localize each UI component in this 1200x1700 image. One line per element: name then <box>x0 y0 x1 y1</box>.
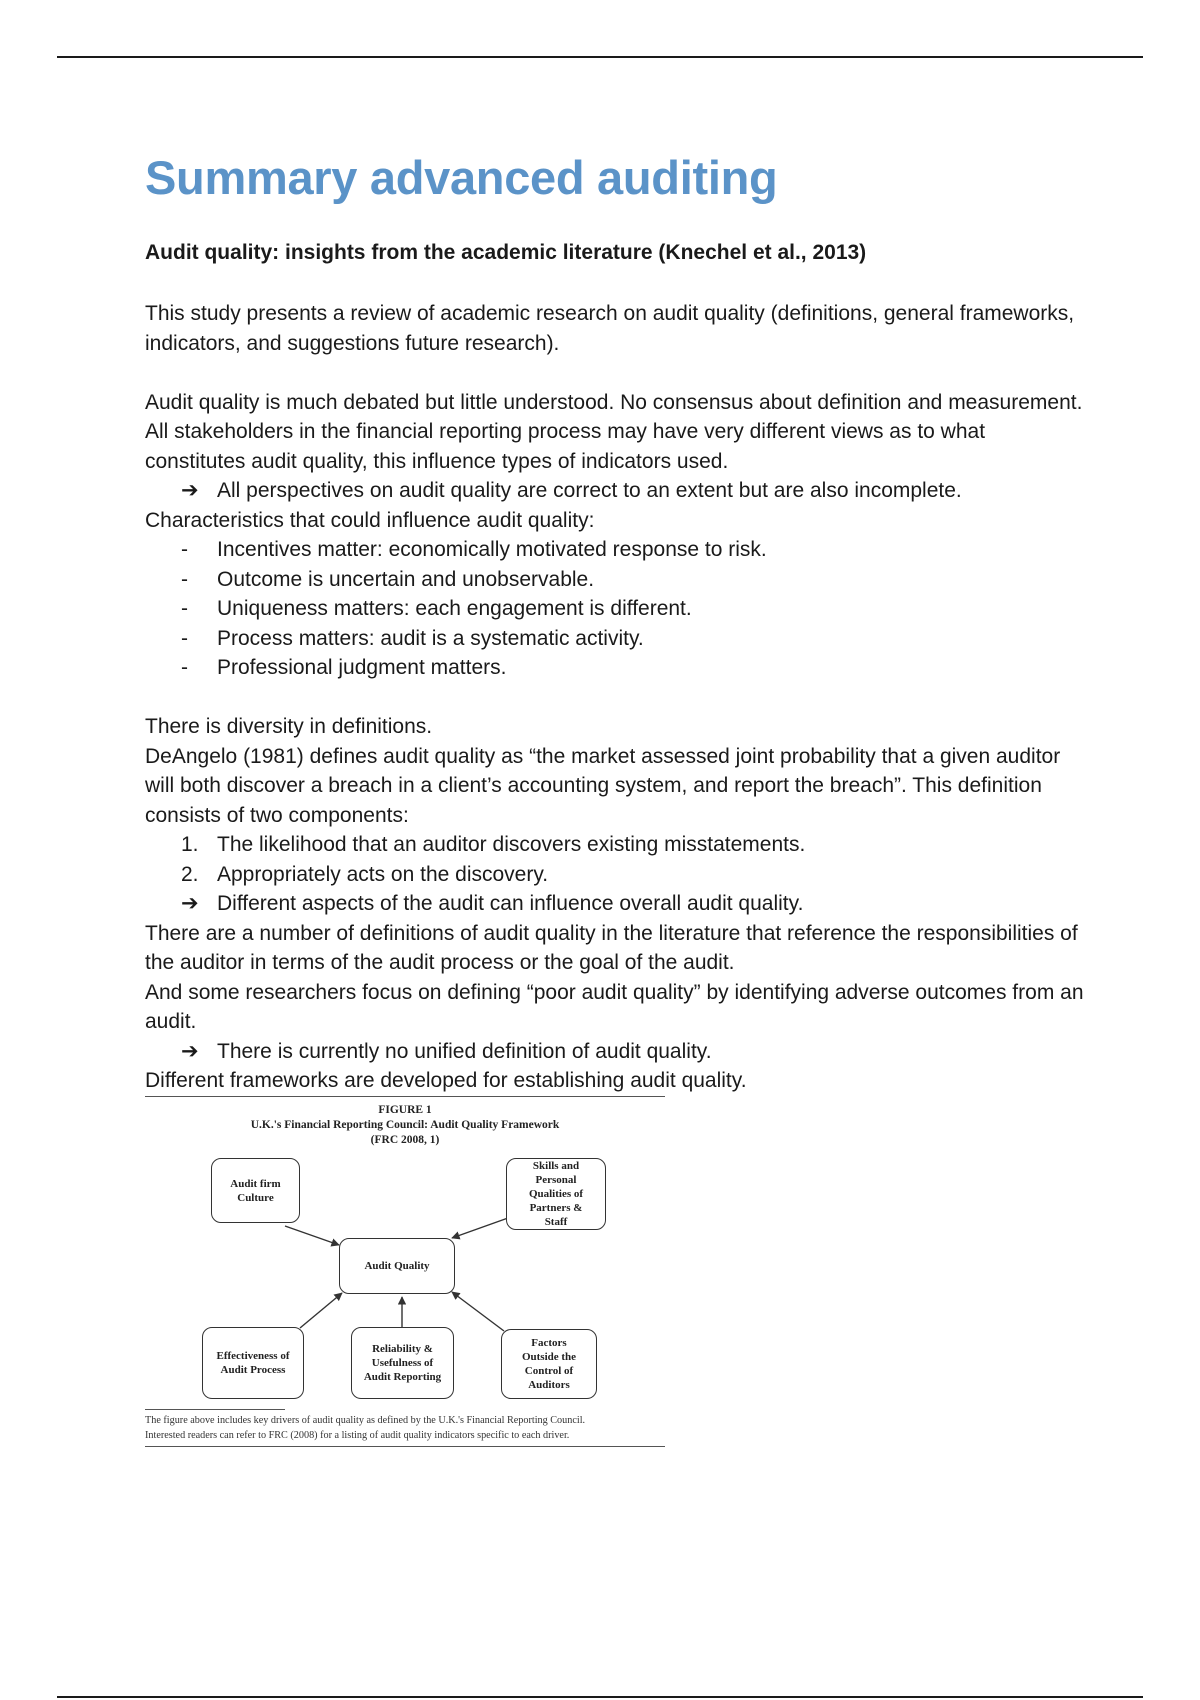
footer-rule <box>57 1696 1143 1698</box>
list-item-text: Uniqueness matters: each engagement is different. <box>217 597 692 620</box>
arrow-item-text: There is currently no unified definition of audit quality. <box>217 1039 712 1063</box>
driver-box-skills <box>506 1158 606 1230</box>
numbered-item-text: The likelihood that an auditor discovers existing misstatements. <box>217 833 806 856</box>
figure-caption-line-2: Interested readers can refer to FRC (2008) for a listing of audit quality indicators specific to each driver. <box>145 1430 570 1441</box>
dash-bullet: - <box>181 597 188 620</box>
arrow-item <box>145 889 1085 919</box>
dash-bullet: - <box>181 626 188 650</box>
arrow-icon: ➔ <box>181 1039 199 1063</box>
figure-caption-line-1: The figure above includes key drivers of audit quality as defined by the U.K.'s Financial Reporting Council. <box>145 1415 586 1426</box>
center-label: Audit Quality <box>364 1260 430 1272</box>
arrow-item-text: Different aspects of the audit can influence overall audit quality. <box>217 892 804 915</box>
diversity-line: There is diversity in definitions. <box>145 715 433 738</box>
driver-label: Audit firm Culture <box>230 1177 281 1204</box>
figure-title: U.K.'s Financial Reporting Council: Audit Quality Framework <box>250 1119 560 1131</box>
driver-box-effectiveness <box>202 1327 304 1399</box>
dash-bullet: - <box>181 567 188 591</box>
list-item-text: Process matters: audit is a systematic activity. <box>217 626 644 650</box>
dash-bullet: - <box>181 538 188 561</box>
list-item <box>145 653 1085 683</box>
framework-figure <box>145 1095 665 1450</box>
driver-label: Factors Outside the Control of Auditors <box>521 1337 577 1391</box>
figure-label: FIGURE 1 <box>378 1104 432 1116</box>
numbered-item <box>145 830 1085 860</box>
arrow-effectiveness-to-quality <box>300 1293 342 1328</box>
list-item-text: Outcome is uncertain and unobservable. <box>217 567 595 591</box>
dash-bullet: - <box>181 656 188 679</box>
header-rule <box>57 56 1143 58</box>
center-box-audit-quality <box>339 1238 455 1294</box>
driver-label: Skills and Personal Qualities of Partners & Staff <box>528 1160 584 1228</box>
arrow-item <box>145 476 1085 506</box>
driver-label: Effectiveness of Audit Process <box>216 1350 290 1376</box>
arrow-culture-to-quality <box>285 1226 339 1245</box>
figure-source: (FRC 2008, 1) <box>370 1134 440 1146</box>
driver-box-reliability <box>351 1327 454 1399</box>
list-item <box>145 624 1085 654</box>
list-item <box>145 535 1085 565</box>
driver-box-factors <box>501 1329 597 1399</box>
footnote-rule <box>145 1409 285 1410</box>
list-item <box>145 594 1085 624</box>
characteristics-intro: Characteristics that could influence audit quality: <box>145 508 595 532</box>
body-text <box>145 299 1085 1096</box>
numbered-item-text: Appropriately acts on the discovery. <box>217 862 549 886</box>
intro-paragraph: This study presents a review of academic research on audit quality (definitions, general frameworks, indicators, and suggestions future research). <box>145 302 1075 355</box>
driver-box-culture <box>211 1158 300 1223</box>
document-title: Summary advanced auditing <box>145 151 778 204</box>
driver-label: Reliability & Usefulness of Audit Reporting <box>363 1343 442 1383</box>
numbered-item <box>145 860 1085 890</box>
arrow-icon: ➔ <box>181 479 199 502</box>
list-item <box>145 565 1085 595</box>
list-item-text: Incentives matter: economically motivated response to risk. <box>217 538 767 561</box>
arrow-icon: ➔ <box>181 892 199 915</box>
definitions-paragraph: There are a number of definitions of audit quality in the literature that reference the responsibilities of the auditor in terms of the audit process or the goal of the audit. <box>145 921 1078 974</box>
frameworks-line: Different frameworks are developed for establishing audit quality. <box>145 1069 747 1092</box>
arrow-item <box>145 1037 1085 1067</box>
debate-paragraph: Audit quality is much debated but little understood. No consensus about definition and measurement. All stakeholders in the financial reporting process may have very different views as to what constitutes audit quality, this influence types of indicators used. <box>145 390 1083 473</box>
list-item-text: Professional judgment matters. <box>217 656 507 679</box>
poor-quality-paragraph: And some researchers focus on defining “poor audit quality” by identifying adverse outcomes from an audit. <box>145 980 1084 1033</box>
deangelo-paragraph: DeAngelo (1981) defines audit quality as “the market assessed joint probability that a given auditor will both discover a breach in a client’s accounting system, and report the breach”. This definition consists of two components: <box>145 744 1061 827</box>
list-number: 1. <box>181 833 199 856</box>
arrow-factors-to-quality <box>452 1292 504 1331</box>
arrow-item-text: All perspectives on audit quality are correct to an extent but are also incomplete. <box>217 479 962 502</box>
figure-bottom-rule <box>145 1446 665 1447</box>
arrow-skills-to-quality <box>452 1218 508 1238</box>
section-heading: Audit quality: insights from the academic literature (Knechel et al., 2013) <box>145 241 867 264</box>
list-number: 2. <box>181 862 199 886</box>
